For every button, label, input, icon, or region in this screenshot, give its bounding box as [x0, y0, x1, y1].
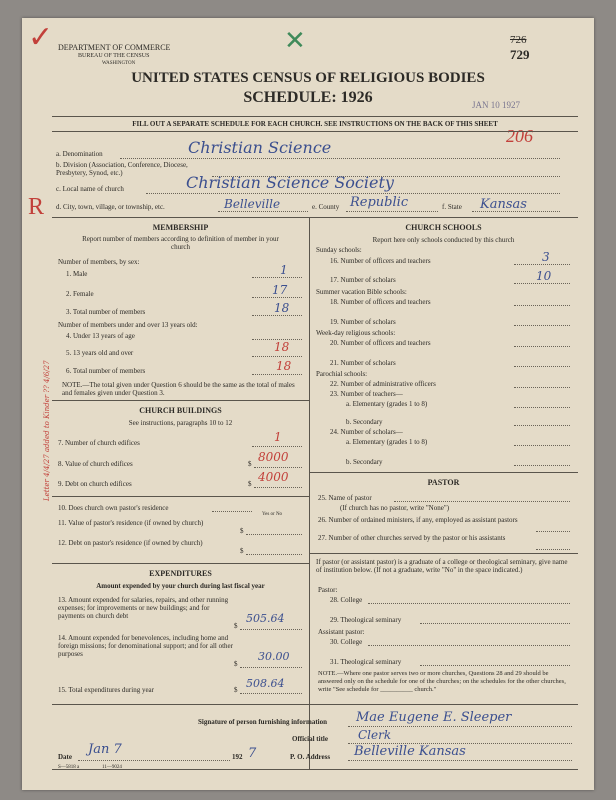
q12-dollar: $: [240, 547, 244, 555]
q11-label: 11. Value of pastor's residence (if owned by church): [58, 519, 204, 527]
q17-label: 17. Number of scholars: [330, 276, 396, 284]
q20-label: 20. Number of officers and teachers: [330, 339, 431, 347]
year-printed: 192: [232, 753, 243, 761]
schools-subtitle: Report here only schools conducted by this church: [372, 236, 515, 244]
pastor-subhead: Pastor:: [318, 586, 338, 594]
q3-value[interactable]: 18: [274, 301, 290, 315]
date-value[interactable]: Jan 7: [88, 742, 122, 757]
expenditures-subtitle: Amount expended by your church during last fiscal year: [96, 582, 265, 590]
q24-label: 24. Number of scholars—: [330, 428, 403, 436]
date-received-stamp: JAN 10 1927: [472, 100, 521, 110]
local-name-value[interactable]: Christian Science Society: [186, 173, 394, 192]
yes-no-hint: Yes or No: [262, 512, 283, 517]
expenditures-title: EXPENDITURES: [149, 569, 212, 578]
county-label: e. County: [312, 203, 340, 211]
q27-label: 27. Number of other churches served by the pastor or his assistants: [318, 534, 506, 542]
division-label: b. Division (Association, Conference, Diocese, Presbytery, Synod, etc.): [56, 161, 188, 177]
q1-label: 1. Male: [66, 270, 88, 278]
dept-name: DEPARTMENT OF COMMERCE: [58, 43, 171, 52]
q25-label: 25. Name of pastor: [318, 494, 372, 502]
q6-label: 6. Total number of members: [66, 367, 146, 375]
q8-value[interactable]: 8000: [258, 450, 289, 464]
year-digit[interactable]: 7: [248, 746, 257, 761]
q13-dollar: $: [234, 622, 238, 630]
buildings-title: CHURCH BUILDINGS: [139, 406, 222, 415]
denomination-value[interactable]: Christian Science: [188, 138, 332, 157]
q22-label: 22. Number of administrative officers: [330, 380, 436, 388]
q16-label: 16. Number of officers and teachers: [330, 257, 431, 265]
official-title-value[interactable]: Clerk: [358, 728, 392, 742]
q5-label: 5. 13 years old and over: [66, 349, 134, 357]
red-check-mark: ✓: [28, 21, 54, 54]
under-over-label: Number of members under and over 13 years old:: [58, 321, 198, 329]
form-code: S—5818 a: [58, 765, 80, 770]
state-label: f. State: [442, 203, 462, 211]
q2-label: 2. Female: [66, 290, 94, 298]
q3-label: 3. Total number of members: [66, 308, 146, 316]
q14-label: 14. Amount expended for benevolences, including home and foreign missions; for denominational support; and for all other purposes: [58, 634, 233, 658]
q18-label: 18. Number of officers and teachers: [330, 298, 431, 306]
bureau-name: BUREAU OF THE CENSUS: [78, 53, 150, 59]
q24b-label: b. Secondary: [346, 458, 383, 466]
buildings-subtitle: See instructions, paragraphs 10 to 12: [128, 419, 233, 427]
official-title-label: Official title: [292, 735, 328, 743]
q8-label: 8. Value of church edifices: [58, 460, 133, 468]
q16-value[interactable]: 3: [542, 250, 550, 264]
q6-value[interactable]: 18: [276, 359, 292, 373]
local-name-label: c. Local name of church: [56, 185, 124, 193]
q25-note: (If church has no pastor, write "None"): [340, 504, 450, 512]
membership-intro: Report number of members according to definition of member in your church: [82, 235, 279, 251]
q12-label: 12. Debt on pastor's residence (if owned by church): [58, 539, 203, 547]
q21-label: 21. Number of scholars: [330, 359, 396, 367]
q1-value[interactable]: 1: [280, 263, 288, 277]
pastor-title: PASTOR: [427, 478, 460, 487]
po-address-value[interactable]: Belleville Kansas: [354, 744, 466, 759]
members-by-sex-label: Number of members, by sex:: [58, 258, 140, 266]
q9-value[interactable]: 4000: [258, 470, 289, 484]
q29-label: 29. Theological seminary: [330, 616, 402, 624]
old-form-number: 726: [510, 34, 527, 46]
census-schedule-sheet: [22, 18, 594, 790]
signature-value[interactable]: Mae Eugene E. Sleeper: [356, 710, 512, 725]
assistant-subhead: Assistant pastor:: [318, 628, 365, 636]
instruction-line: FILL OUT A SEPARATE SCHEDULE FOR EACH CHURCH. SEE INSTRUCTIONS ON THE BACK OF THIS SHEET: [132, 120, 498, 128]
membership-note: NOTE.—The total given under Question 6 should be the same as the total of males and females given under Question 3.: [62, 381, 295, 397]
graduate-note: If pastor (or assistant pastor) is a graduate of a college or theological seminary, give name of institution below. (If not a graduate, write "No" in the space indicated.): [316, 558, 568, 574]
form-title: UNITED STATES CENSUS OF RELIGIOUS BODIES: [131, 70, 485, 86]
q28-label: 28. College: [330, 596, 363, 604]
code-number: 206: [506, 126, 533, 146]
q13-value[interactable]: 505.64: [246, 612, 285, 625]
q24a-label: a. Elementary (grades 1 to 8): [346, 438, 428, 446]
q19-label: 19. Number of scholars: [330, 318, 396, 326]
q17-value[interactable]: 10: [536, 269, 552, 283]
city-value[interactable]: Belleville: [224, 197, 281, 211]
q9-dollar: $: [248, 480, 252, 488]
summer-label: Summer vacation Bible schools:: [316, 288, 407, 296]
q26-label: 26. Number of ordained ministers, if any, employed as assistant pastors: [318, 516, 518, 524]
q15-label: 15. Total expenditures during year: [58, 686, 154, 694]
date-label: Date: [58, 753, 72, 761]
print-code: 11—9024: [102, 765, 122, 770]
po-address-label: P. O. Address: [290, 753, 331, 761]
q15-value[interactable]: 508.64: [246, 677, 285, 690]
bureau-city: WASHINGTON: [102, 61, 136, 66]
q23-label: 23. Number of teachers—: [330, 390, 403, 398]
q9-label: 9. Debt on church edifices: [58, 480, 132, 488]
q7-value[interactable]: 1: [274, 430, 282, 444]
q5-value[interactable]: 18: [274, 340, 290, 354]
q15-dollar: $: [234, 686, 238, 694]
q14-dollar: $: [234, 660, 238, 668]
q13-label: 13. Amount expended for salaries, repairs, and other running expenses; for improvements or new buildings; and for payments on church debt: [58, 596, 229, 620]
q23b-label: b. Secondary: [346, 418, 383, 426]
q2-value[interactable]: 17: [272, 283, 288, 297]
weekday-label: Week-day religious schools:: [316, 329, 396, 337]
q11-dollar: $: [240, 527, 244, 535]
q7-label: 7. Number of church edifices: [58, 439, 140, 447]
pastor-note: NOTE.—Where one pastor serves two or more churches, Questions 28 and 29 should be answered only on the schedule for one of the churches; on the schedules for the other churches, write "See schedule for __________ church.": [318, 670, 566, 693]
membership-title: MEMBERSHIP: [152, 223, 209, 232]
q4-label: 4. Under 13 years of age: [66, 332, 135, 340]
q31-label: 31. Theological seminary: [330, 658, 402, 666]
denomination-label: a. Denomination: [56, 150, 103, 158]
county-value[interactable]: Republic: [350, 195, 409, 210]
city-label: d. City, town, village, or township, etc.: [56, 203, 165, 211]
margin-note: Letter 4/4/27 added to Kinder ?? 4/6/27: [43, 360, 51, 501]
q30-label: 30. College: [330, 638, 363, 646]
q8-dollar: $: [248, 460, 252, 468]
signature-label: Signature of person furnishing information: [198, 718, 327, 726]
green-x-mark: ✕: [284, 26, 306, 55]
state-value[interactable]: Kansas: [480, 197, 527, 212]
red-r-mark: R: [28, 194, 45, 220]
form-subtitle: SCHEDULE: 1926: [243, 89, 373, 106]
form-number: 729: [510, 47, 530, 62]
sunday-label: Sunday schools:: [316, 246, 362, 254]
q23a-label: a. Elementary (grades 1 to 8): [346, 400, 428, 408]
q10-label: 10. Does church own pastor's residence: [58, 504, 169, 512]
schools-title: CHURCH SCHOOLS: [405, 223, 482, 232]
q14-value[interactable]: 30.00: [258, 650, 290, 663]
parochial-label: Parochial schools:: [316, 370, 368, 378]
